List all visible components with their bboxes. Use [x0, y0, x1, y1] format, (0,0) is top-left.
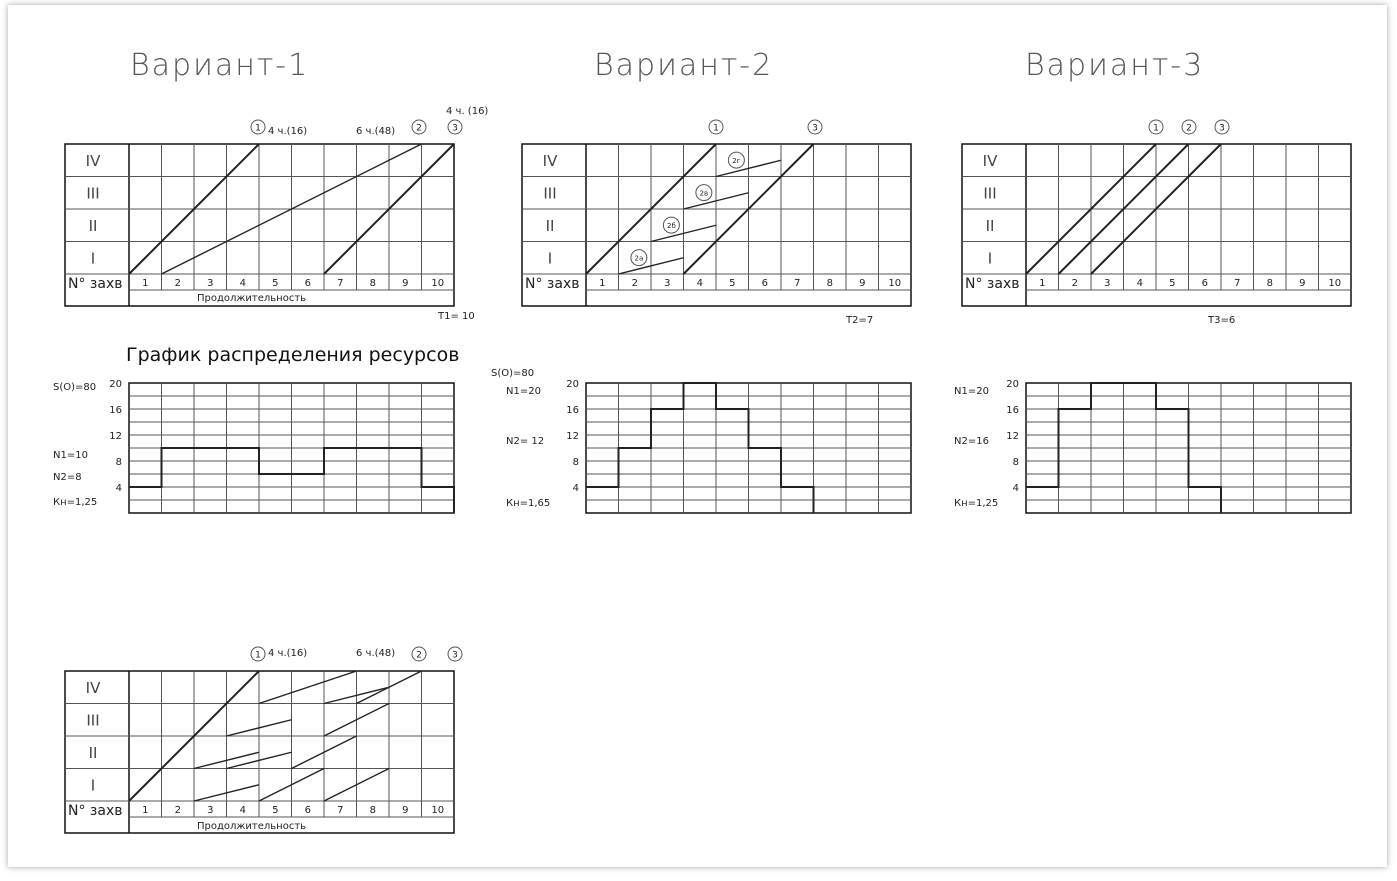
- y-tick-label: 12: [109, 431, 122, 442]
- column-number: 2: [174, 278, 181, 289]
- column-number: 3: [1104, 278, 1111, 289]
- resource-histogram-1: [53, 379, 454, 513]
- y-tick-label: 20: [1006, 379, 1019, 390]
- column-header: N° захв: [68, 276, 123, 292]
- column-number: 7: [337, 805, 344, 816]
- circle-label: 2: [416, 650, 422, 661]
- y-tick-label: 20: [566, 379, 579, 390]
- resource-heading: График распределения ресурсов: [126, 344, 460, 366]
- drawing-canvas: [8, 5, 1387, 867]
- row-label: I: [90, 249, 96, 268]
- column-number: 8: [369, 805, 376, 816]
- column-number: 4: [696, 278, 703, 289]
- label-4h-16: 4 ч.(16): [268, 126, 308, 137]
- side-label-kn: Кн=1,25: [954, 498, 999, 509]
- row-label: II: [88, 744, 98, 762]
- column-number: 3: [207, 805, 214, 816]
- duration-label: Продолжительность: [197, 821, 307, 832]
- circle-label: 1: [1153, 123, 1159, 134]
- row-label: IV: [85, 152, 101, 170]
- y-tick-label: 8: [572, 457, 579, 468]
- y-tick-label: 20: [109, 379, 122, 390]
- column-number: 4: [1136, 278, 1143, 289]
- total-duration: Т2=7: [846, 315, 874, 326]
- label-4h-16-b: 4 ч. (16): [446, 106, 489, 117]
- sub-circle-label: 2в: [699, 189, 709, 198]
- label-6h-48: 6 ч.(48): [356, 648, 396, 659]
- y-tick-label: 12: [1006, 431, 1019, 442]
- row-label: II: [985, 217, 995, 235]
- column-number: 9: [859, 278, 866, 289]
- duration-label: Продолжительность: [197, 293, 307, 304]
- schedule-variant-1-alt: [65, 647, 462, 833]
- column-number: 7: [794, 278, 801, 289]
- row-label: III: [983, 184, 997, 203]
- side-label-s: S(O)=80: [53, 382, 97, 393]
- column-number: 5: [272, 805, 279, 816]
- label-6h-48: 6 ч.(48): [356, 126, 396, 137]
- row-label: II: [545, 217, 555, 235]
- column-number: 4: [239, 805, 246, 816]
- y-tick-label: 12: [566, 431, 579, 442]
- row-label: III: [86, 184, 100, 203]
- title-variant-1: Вариант-1: [130, 48, 310, 83]
- row-label: IV: [982, 152, 998, 170]
- row-label: II: [88, 217, 98, 235]
- circle-label: 3: [1219, 123, 1225, 134]
- circle-label: 3: [452, 650, 458, 661]
- column-number: 8: [369, 278, 376, 289]
- side-label-n1: N1=20: [954, 386, 989, 397]
- sub-circle-label: 2г: [732, 157, 741, 166]
- resource-histogram-3: [954, 379, 1351, 513]
- column-number: 10: [431, 278, 445, 289]
- column-number: 6: [1201, 278, 1208, 289]
- side-label-kn: Кн=1,65: [506, 498, 551, 509]
- column-number: 9: [402, 278, 409, 289]
- column-number: 1: [1039, 278, 1046, 289]
- y-tick-label: 16: [109, 405, 122, 416]
- row-label: III: [86, 711, 100, 730]
- column-number: 3: [207, 278, 214, 289]
- row-label: I: [90, 776, 96, 795]
- title-variant-2: Вариант-2: [594, 48, 774, 83]
- column-number: 8: [826, 278, 833, 289]
- row-label: III: [543, 184, 557, 203]
- y-tick-label: 4: [1012, 483, 1019, 494]
- column-number: 2: [631, 278, 638, 289]
- y-tick-label: 4: [572, 483, 579, 494]
- row-label: IV: [85, 679, 101, 697]
- side-label-n2: N2= 12: [506, 436, 545, 447]
- row-label: I: [547, 249, 553, 268]
- schedule-variant-2: [522, 120, 911, 326]
- y-tick-label: 16: [566, 405, 579, 416]
- title-variant-3: Вариант-3: [1025, 48, 1205, 83]
- side-label-kn: Кн=1,25: [53, 497, 98, 508]
- column-number: 6: [304, 278, 311, 289]
- side-label-n1: N1=10: [53, 450, 88, 461]
- circle-label: 1: [713, 123, 719, 134]
- circle-label: 2: [1186, 123, 1192, 134]
- column-number: 3: [664, 278, 671, 289]
- circle-label: 3: [812, 123, 818, 134]
- circle-label: 1: [255, 123, 261, 134]
- column-number: 9: [1299, 278, 1306, 289]
- schedule-variant-1: [65, 106, 488, 322]
- column-number: 5: [729, 278, 736, 289]
- circle-label: 3: [452, 123, 458, 134]
- column-number: 2: [174, 805, 181, 816]
- column-number: 1: [142, 805, 149, 816]
- column-number: 4: [239, 278, 246, 289]
- column-number: 7: [337, 278, 344, 289]
- schedule-variant-3: [962, 120, 1351, 326]
- resource-histogram-2: [491, 368, 911, 513]
- column-number: 7: [1234, 278, 1241, 289]
- column-number: 5: [1169, 278, 1176, 289]
- side-label-n2: N2=8: [53, 472, 82, 483]
- column-header: N° захв: [525, 276, 580, 292]
- side-label-n1: N1=20: [506, 386, 541, 397]
- column-header: N° захв: [68, 803, 123, 819]
- y-tick-label: 8: [115, 457, 122, 468]
- circle-label: 1: [255, 650, 261, 661]
- side-label-n2: N2=16: [954, 436, 989, 447]
- column-header: N° захв: [965, 276, 1020, 292]
- column-number: 6: [304, 805, 311, 816]
- row-label: I: [987, 249, 993, 268]
- column-number: 8: [1266, 278, 1273, 289]
- sub-circle-label: 2а: [634, 254, 644, 263]
- drawing-sheet: [8, 5, 1387, 867]
- column-number: 10: [888, 278, 902, 289]
- row-label: IV: [542, 152, 558, 170]
- y-tick-label: 16: [1006, 405, 1019, 416]
- y-tick-label: 8: [1012, 457, 1019, 468]
- y-tick-label: 4: [115, 483, 122, 494]
- column-number: 10: [1328, 278, 1342, 289]
- sub-circle-label: 2б: [666, 222, 676, 231]
- column-number: 1: [599, 278, 606, 289]
- column-number: 2: [1071, 278, 1078, 289]
- label-4h-16: 4 ч.(16): [268, 648, 308, 659]
- column-number: 9: [402, 805, 409, 816]
- side-label-s: S(O)=80: [491, 368, 535, 379]
- total-duration: Т1= 10: [438, 311, 475, 322]
- column-number: 10: [431, 805, 445, 816]
- column-number: 5: [272, 278, 279, 289]
- column-number: 6: [761, 278, 768, 289]
- circle-label: 2: [416, 123, 422, 134]
- total-duration: Т3=6: [1208, 315, 1236, 326]
- column-number: 1: [142, 278, 149, 289]
